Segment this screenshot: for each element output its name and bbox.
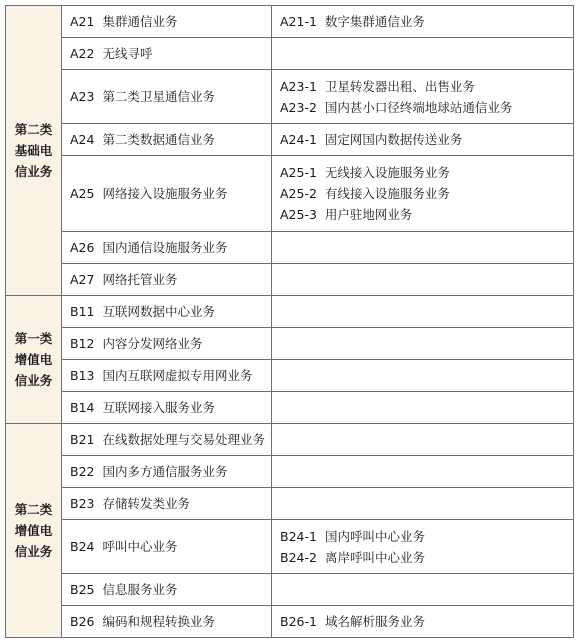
service-code: A23 [70,89,95,104]
category-name-line: 信业务 [14,544,53,559]
service-cell [62,606,272,638]
service-cell [62,6,272,38]
sub-service-cell [272,296,574,328]
sub-service-name: 国内甚小口径终端地球站通信业务 [324,99,513,115]
category-name-line: 第二类 [14,122,53,137]
service-cell [62,156,272,232]
service-code: B14 [70,400,95,415]
sub-service-cell [272,520,574,574]
sub-service-cell [272,424,574,456]
table-row [6,606,574,638]
sub-service-cell [272,488,574,520]
sub-service-item [280,162,565,183]
table-row [6,574,574,606]
category-name-line: 增值电 [14,352,53,367]
service-cell [62,456,272,488]
sub-service-cell [272,392,574,424]
sub-service-cell [272,156,574,232]
service-code: B22 [70,464,95,479]
sub-service-name: 有线接入设施服务业务 [324,186,450,201]
sub-service-code: A25-3 [280,207,317,222]
sub-service-name: 国内呼叫中心业务 [324,528,425,544]
table-row [6,70,574,124]
sub-service-code: A25-2 [280,186,317,201]
table-row [6,520,574,574]
sub-service-cell [272,124,574,156]
sub-service-item [280,547,565,568]
service-name: 信息服务业务 [102,582,178,597]
table-row [6,264,574,296]
service-name: 国内互联网虚拟专用网业务 [102,368,253,383]
service-cell [62,70,272,124]
table-row [6,488,574,520]
sub-service-cell [272,574,574,606]
category-name-line: 信业务 [14,373,53,388]
category-name-line: 第一类 [14,331,53,346]
service-code: A26 [70,240,95,255]
service-cell [62,392,272,424]
service-cell [62,574,272,606]
sub-service-cell [272,6,574,38]
sub-service-code: A23-1 [280,78,317,94]
service-code: B12 [70,336,95,351]
sub-service-code: A21-1 [280,14,317,29]
service-cell [62,520,272,574]
service-cell [62,264,272,296]
table-row [6,156,574,232]
service-name: 集群通信业务 [102,14,178,29]
sub-service-item [280,76,565,97]
telecom-service-catalog-table [5,5,574,638]
table-row [6,392,574,424]
service-name: 编码和规程转换业务 [102,614,215,629]
table-row [6,124,574,156]
sub-service-cell [272,328,574,360]
sub-service-name: 卫星转发器出租、出售业务 [324,78,475,94]
sub-service-code: B24-1 [280,528,317,544]
sub-service-code: A24-1 [280,132,317,147]
table-row [6,38,574,70]
category-name-line: 基础电 [14,143,53,158]
service-code: A27 [70,272,95,287]
service-code: A24 [70,132,95,147]
service-name: 无线寻呼 [102,46,153,61]
sub-service-name: 域名解析服务业务 [324,614,425,629]
sub-service-item [280,611,565,632]
table-row [6,360,574,392]
sub-service-cell [272,38,574,70]
service-name: 呼叫中心业务 [102,539,178,554]
sub-service-item [280,97,565,118]
sub-service-item [280,526,565,547]
service-code: B13 [70,368,95,383]
service-name: 国内通信设施服务业务 [102,240,228,255]
service-cell [62,488,272,520]
sub-service-code: B26-1 [280,614,317,629]
sub-service-item [280,129,565,150]
category-cell [6,6,62,296]
sub-service-code: B24-2 [280,549,317,565]
service-code: B25 [70,582,95,597]
service-name: 网络接入设施服务业务 [102,186,228,201]
sub-service-cell [272,70,574,124]
category-name-line: 增值电 [14,523,53,538]
table-row [6,424,574,456]
table-row [6,456,574,488]
sub-service-name: 固定网国内数据传送业务 [324,132,463,147]
service-name: 在线数据处理与交易处理业务 [102,432,265,447]
service-cell [62,328,272,360]
sub-service-name: 数字集群通信业务 [324,14,425,29]
service-cell [62,296,272,328]
sub-service-name: 用户驻地网业务 [324,207,413,222]
service-code: A22 [70,46,95,61]
service-name: 互联网数据中心业务 [102,304,215,319]
table-row [6,6,574,38]
category-name-line: 第二类 [14,502,53,517]
sub-service-cell [272,360,574,392]
service-code: A21 [70,14,95,29]
service-cell [62,232,272,264]
category-cell [6,296,62,424]
table-row [6,232,574,264]
service-name: 第二类数据通信业务 [102,132,215,147]
sub-service-item [280,11,565,32]
sub-service-code: A23-2 [280,99,317,115]
service-name: 存储转发类业务 [102,496,190,511]
service-name: 网络托管业务 [102,272,178,287]
service-cell [62,124,272,156]
service-name: 第二类卫星通信业务 [102,89,215,104]
service-name: 互联网接入服务业务 [102,400,215,415]
table-row [6,296,574,328]
sub-service-cell [272,264,574,296]
sub-service-code: A25-1 [280,165,317,180]
table-row [6,328,574,360]
sub-service-name: 无线接入设施服务业务 [324,165,450,180]
category-cell [6,424,62,638]
service-code: B11 [70,304,95,319]
service-cell [62,424,272,456]
sub-service-cell [272,606,574,638]
sub-service-cell [272,232,574,264]
service-code: B23 [70,496,95,511]
service-code: B24 [70,539,95,554]
service-code: B26 [70,614,95,629]
sub-service-name: 离岸呼叫中心业务 [324,549,425,565]
catalog-body [6,6,574,638]
sub-service-cell [272,456,574,488]
sub-service-item [280,204,565,225]
service-code: A25 [70,186,95,201]
service-cell [62,360,272,392]
service-name: 国内多方通信服务业务 [102,464,228,479]
service-name: 内容分发网络业务 [102,336,203,351]
category-name-line: 信业务 [14,164,53,179]
service-cell [62,38,272,70]
service-code: B21 [70,432,95,447]
sub-service-item [280,183,565,204]
